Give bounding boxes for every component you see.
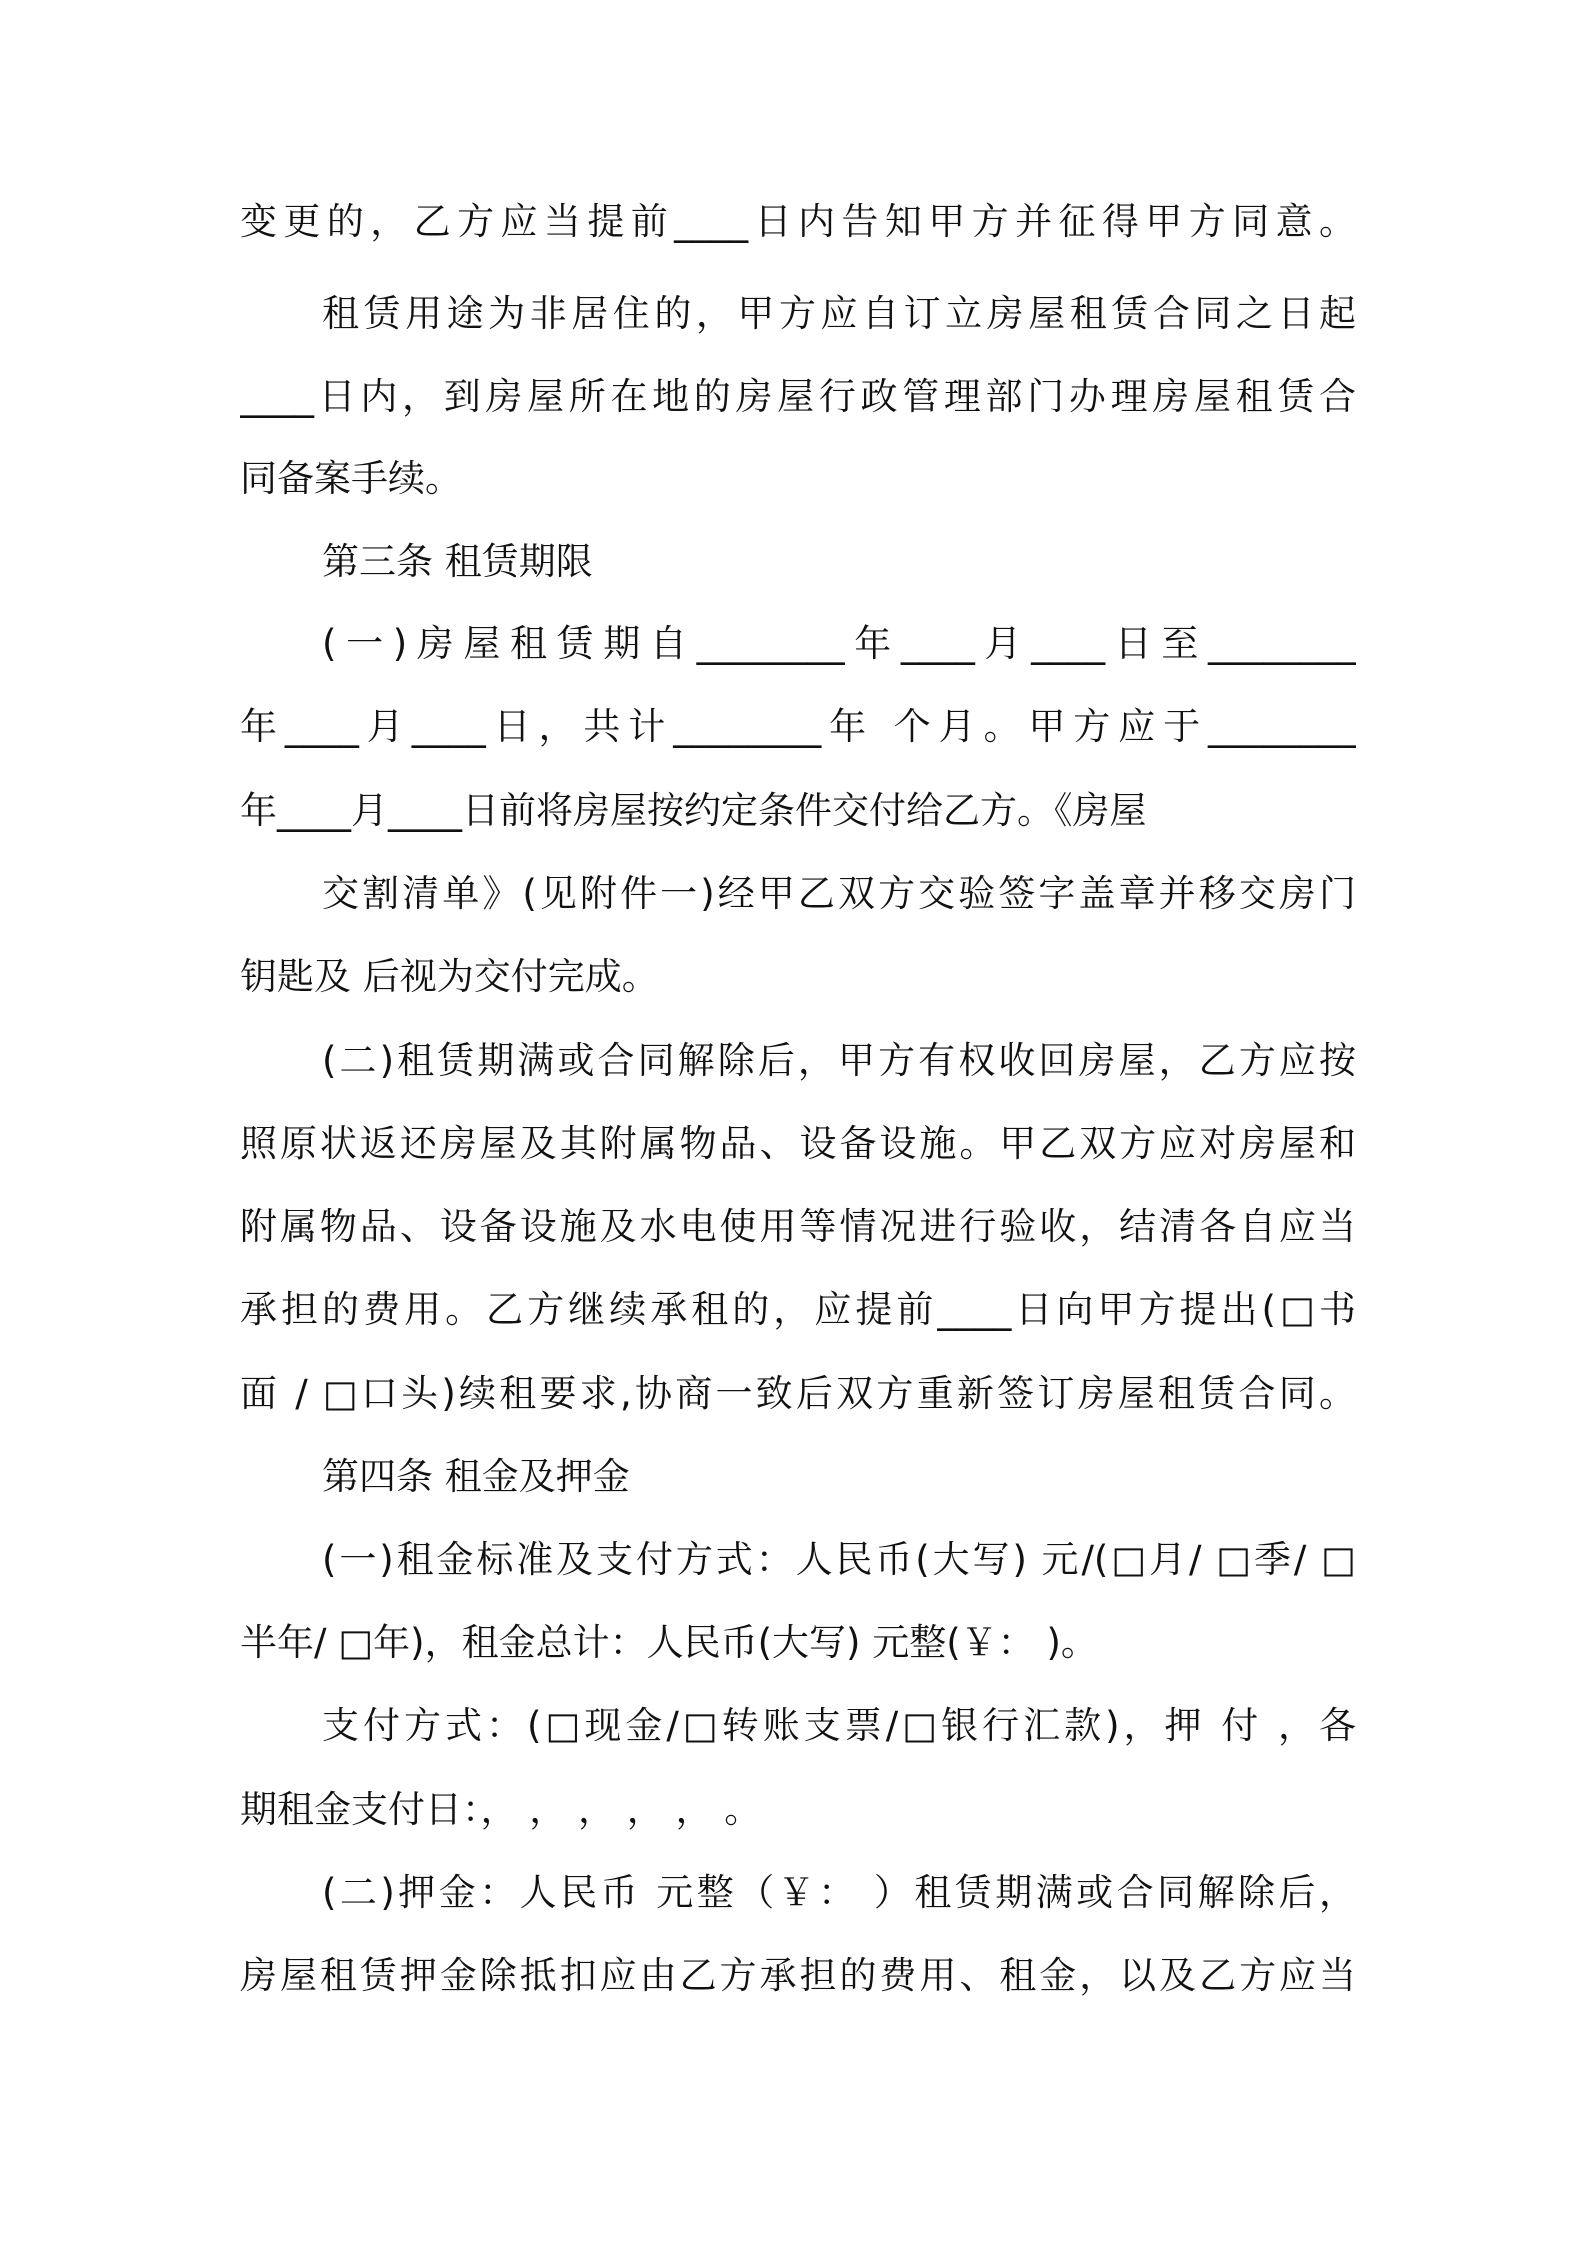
text-line-17: (一)租金标准及支付方式：人民币(大写) 元/(□月/ □季/ □ [322,1538,1356,1581]
text-line-22: 房屋租赁押金除抵扣应由乙方承担的费用、租金，以及乙方应当 [240,1954,1356,1997]
text-line-15: 面 / □口头)续租要求,协商一致后双方重新签订房屋租赁合同。 [240,1372,1356,1415]
text-line-9: 交割清单》(见附件一)经甲乙双方交验签字盖章并移交房门 [322,872,1356,915]
text-line-8: 年____月____日前将房屋按约定条件交付给乙方。《房屋 [240,789,1147,832]
text-line-13: 附属物品、设备设施及水电使用等情况进行验收，结清各自应当 [240,1205,1356,1248]
text-line-18: 半年/ □年)，租金总计：人民币(大写) 元整(￥： )。 [240,1621,1098,1664]
section-heading-4: 第四条 租金及押金 [322,1455,630,1498]
text-line-1: 变更的，乙方应当提前____日内告知甲方并征得甲方同意。 [240,200,1356,243]
text-line-12: 照原状返还房屋及其附属物品、设备设施。甲乙双方应对房屋和 [240,1122,1356,1165]
text-line-4: 同备案手续。 [240,457,462,500]
text-line-6: (一)房屋租赁期自________年____月____日至________ [322,622,1356,665]
text-line-11: (二)租赁期满或合同解除后，甲方有权收回房屋，乙方应按 [322,1039,1356,1082]
text-line-19: 支付方式：(□现金/□转账支票/□银行汇款)，押 付 ，各 [322,1704,1356,1747]
text-line-14: 承担的费用。乙方继续承租的，应提前____日向甲方提出(□书 [240,1288,1356,1331]
text-line-3: ____日内，到房屋所在地的房屋行政管理部门办理房屋租赁合 [240,375,1356,418]
text-line-21: (二)押金：人民币 元整（￥： ）租赁期满或合同解除后， [322,1871,1356,1914]
text-line-2: 租赁用途为非居住的，甲方应自订立房屋租赁合同之日起 [322,292,1356,335]
text-line-7: 年____月____日，共计________年 个月。甲方应于________ [240,705,1356,748]
text-line-20: 期租金支付日：， ， ， ， ， 。 [240,1788,762,1831]
text-line-10: 钥匙及 后视为交付完成。 [240,955,659,998]
section-heading-3: 第三条 租赁期限 [322,540,593,583]
